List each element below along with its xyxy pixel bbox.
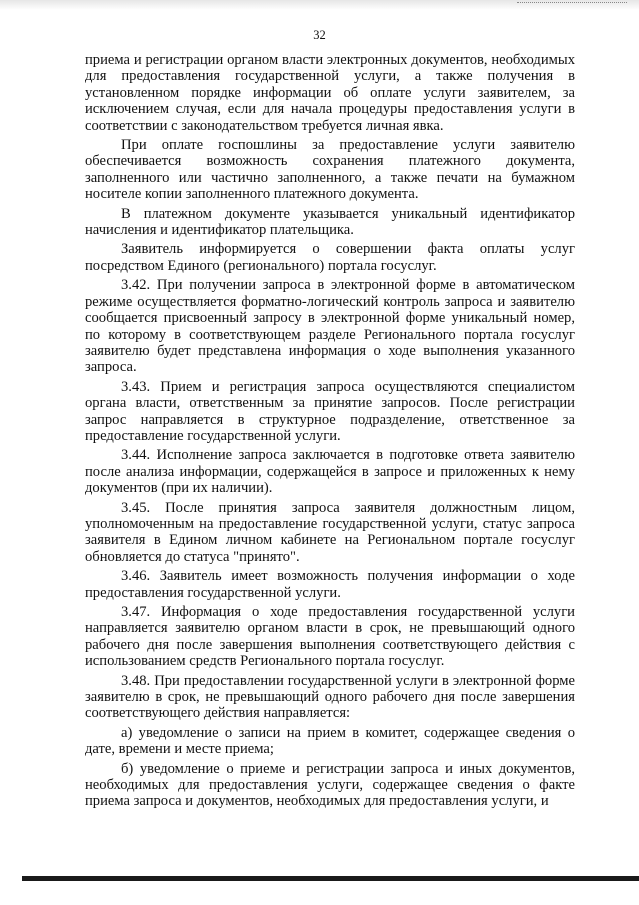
page-number: 32 — [313, 28, 326, 42]
paragraph: В платежном документе указывается уникальный идентификатор начисления и идентификатор плательщика. — [85, 205, 575, 239]
paragraph: 3.43. Прием и регистрация запроса осуществляются специалистом органа власти, ответственным за принятие запросов. После регистрации запрос направляется в структурное подразделение, ответственное за предоставление государственной услуги. — [85, 378, 575, 444]
paragraph: 3.46. Заявитель имеет возможность получения информации о ходе предоставления государственной услуги. — [85, 568, 575, 601]
paragraph: 3.48. При предоставлении государственной услуги в электронной форме заявителю в срок, не превышающий одного рабочего дня после завершения соответствующего действия направляется: — [85, 672, 575, 722]
paragraph: Заявитель информируется о совершении факта оплаты услуг посредством Единого (регионального) портала госуслуг. — [85, 241, 575, 274]
paragraph: приема и регистрации органом власти электронных документов, необходимых для предоставления государственной услуги, а также получения в установленном порядке информации об оплате услуги заявителем, за исключением случая, если для начала процедуры предоставления услуги в соответствии с законодательством требуется личная явка. — [85, 52, 575, 134]
paragraph: 3.47. Информация о ходе предоставления государственной услуги направляется заявителю органом власти в срок, не превышающий одного рабочего дня после завершения выполнения соответствующего действия с использованием средств Регионального портала госуслуг. — [85, 604, 575, 670]
paragraph: б) уведомление о приеме и регистрации запроса и иных документов, необходимых для предоставления услуги, содержащее сведения о факте приема запроса и документов, необходимых для предоставления услуги, и — [85, 760, 575, 810]
paragraph: 3.45. После принятия запроса заявителя должностным лицом, уполномоченным на предоставление государственной услуги, статус запроса заявителя в Едином личном кабинете на Региональном портале госуслуг обновляется до статуса "принято". — [85, 499, 575, 565]
paragraph: При оплате госпошлины за предоставление услуги заявителю обеспечивается возможность сохранения платежного документа, заполненного или частично заполненного, а также печати на бумажном носителе копии заполненного платежного документа. — [85, 137, 575, 203]
paragraph: 3.44. Исполнение запроса заключается в подготовке ответа заявителю после анализа информации, содержащейся в запросе и приложенных к нему документов (при их наличии). — [85, 447, 575, 497]
paragraph: а) уведомление о записи на прием в комитет, содержащее сведения о дате, времени и месте приема; — [85, 724, 575, 758]
paragraph: 3.42. При получении запроса в электронной форме в автоматическом режиме осуществляется форматно-логический контроль запроса и заявителю сообщается присвоенный запросу в электронной форме уникальный номер, по которому в соответствующем разделе Регионального портала госуслуг заявителю будет представлена информация о ходе выполнения указанного запроса. — [85, 277, 575, 376]
scan-bottom-edge — [22, 876, 639, 881]
scan-top-edge — [0, 0, 639, 10]
document-body — [85, 52, 575, 813]
